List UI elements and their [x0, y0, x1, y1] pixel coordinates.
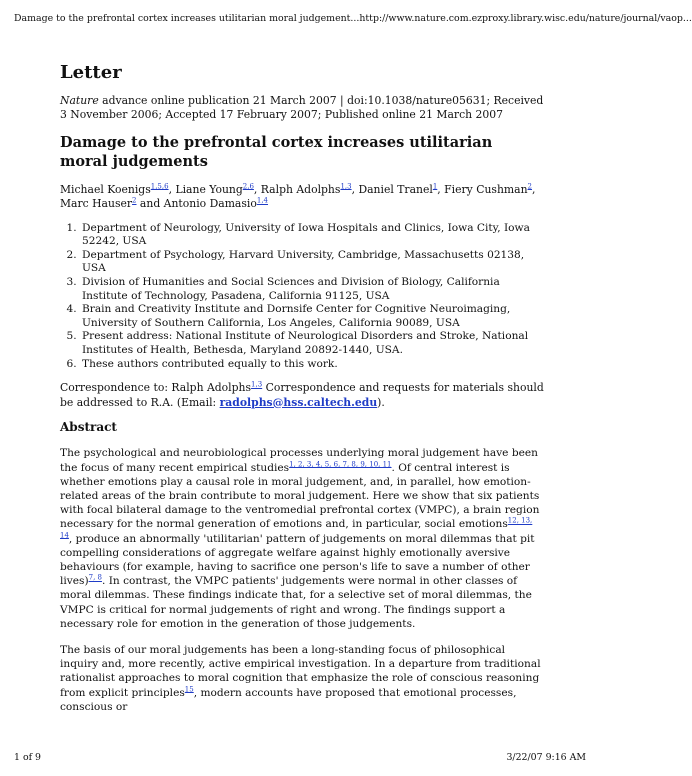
- affiliation-item: 6. These authors contributed equally to this work.: [80, 358, 544, 372]
- page-number: 1 of 9: [14, 752, 42, 763]
- author-name: Fiery Cushman: [444, 182, 528, 196]
- affiliation-list: [60, 222, 544, 372]
- author-affil-link[interactable]: 2: [132, 196, 137, 205]
- correspondence-affil-link[interactable]: 1,3: [251, 380, 263, 389]
- abstract-paragraph: The psychological and neurobiological processes underlying moral judgement have been the focus of many recent empirical studies$^{1, 2, 3, 4, 5, 6, 7, 8, 9, 10, 11}$. Of central interest is whether emotions play a causal role in moral judgement, and, in parallel, how emotion-related areas of the brain contribute to moral judgement. Here we show that six patients with focal bilateral damage to the ventromedial prefrontal cortex (VMPC), a brain region necessary for the normal generation of emotions and, in particular, social emotions$^{12, 13, 14}$, produce an abnormally 'utilitarian' pattern of judgements on moral dilemmas that pit compelling considerations of aggregate welfare against highly emotionally aversive behaviours (for example, having to sacrifice one person's life to save a number of other lives)$^{7, 8}$. In contrast, the VMPC patients' judgements were normal in other classes of moral dilemmas. These findings indicate that, for a selective set of moral dilemmas, the VMPC is critical for normal judgements of right and wrong. The findings support a necessary role for emotion in the generation of those judgements.: [60, 447, 540, 630]
- author-affil-link[interactable]: 1: [432, 182, 438, 191]
- affiliation-item: 2. Department of Psychology, Harvard University, Cambridge, Massachusetts 02138, USA: [80, 249, 544, 276]
- affiliation-item: 5. Present address: National Institute of Neurological Disorders and Stroke, National Institutes of Health, Bethesda, Maryland 20892-1440, USA.: [80, 330, 544, 357]
- section-label: Letter: [60, 62, 122, 83]
- affiliation-item: 3. Division of Humanities and Social Sciences and Division of Biology, California Institute of Technology, Pasadena, California 91125, USA: [80, 276, 544, 303]
- author-affil-link[interactable]: 1,3: [340, 182, 352, 191]
- author-name: Antonio Damasio: [163, 197, 257, 211]
- publication-meta: [60, 94, 544, 123]
- affiliation-item: 1. Department of Neurology, University of Iowa Hospitals and Clinics, Iowa City, Iowa 52242, USA: [80, 222, 544, 249]
- reference-link[interactable]: 15: [184, 685, 194, 694]
- author-affil-link[interactable]: 2,6: [242, 182, 254, 191]
- print-timestamp: 3/22/07 9:16 AM: [506, 752, 586, 763]
- reference-link[interactable]: 7, 8: [88, 573, 102, 582]
- print-footer: [14, 752, 586, 763]
- affiliation-item: 4. Brain and Creativity Institute and Dornsife Center for Cognitive Neuroimaging, University of Southern California, Los Angeles, California 90089, USA: [80, 303, 544, 330]
- body-paragraph: The basis of our moral judgements has been a long-standing focus of philosophical inquiry and, more recently, active empirical investigation. In a departure from traditional rationalist approaches to moral cognition that emphasize the role of conscious reasoning from explicit principles$^{15}$, modern accounts have proposed that emotional processes, conscious or: [60, 644, 541, 713]
- author-affil-link[interactable]: 1,4: [256, 196, 269, 205]
- author-name: Marc Hauser: [60, 197, 133, 211]
- author-name: Michael Koenigs: [60, 182, 151, 196]
- author-affil-link[interactable]: 2: [527, 182, 533, 191]
- publication-details: advance online publication 21 March 2007 | doi:10.1038/nature05631; Received 3 November 2006; Accepted 17 February 2007; Published online 21 March 2007: [60, 94, 544, 122]
- email-link[interactable]: radolphs@hss.caltech.edu: [219, 395, 378, 409]
- print-header-url: http://www.nature.com.ezproxy.library.wisc.edu/nature/journal/vaop...: [359, 13, 692, 24]
- article-title: Damage to the prefrontal cortex increases utilitarian moral judgements: [60, 133, 493, 170]
- author-list: Michael Koenigs$^{1,5,6}$, Liane Young$^{2,6}$, Ralph Adolphs$^{1,3}$, Daniel Tranel$^1$, Fiery Cushman$^2$, Marc Hauser$^2$ and Antonio Damasio$^{1,4}$: [60, 182, 536, 211]
- journal-name: Nature: [60, 94, 99, 107]
- author-name: Ralph Adolphs: [260, 182, 341, 196]
- reference-link[interactable]: 1, 2, 3, 4, 5, 6, 7, 8, 9, 10, 11: [289, 460, 392, 469]
- correspondence: Correspondence to: Ralph Adolphs$^{1,3}$ Correspondence and requests for materials should be addressed to R.A. (Email: radolphs@hss.caltech.edu).: [60, 380, 544, 409]
- author-name: Liane Young: [175, 182, 243, 196]
- print-header: [14, 13, 692, 24]
- print-header-title: Damage to the prefrontal cortex increases utilitarian moral judgement...: [14, 13, 360, 24]
- article: [60, 62, 544, 726]
- author-affil-link[interactable]: 1,5,6: [150, 182, 169, 191]
- abstract-heading: Abstract: [60, 419, 117, 434]
- author-name: Daniel Tranel: [358, 182, 433, 196]
- reference-link[interactable]: 12, 13, 14: [60, 516, 533, 540]
